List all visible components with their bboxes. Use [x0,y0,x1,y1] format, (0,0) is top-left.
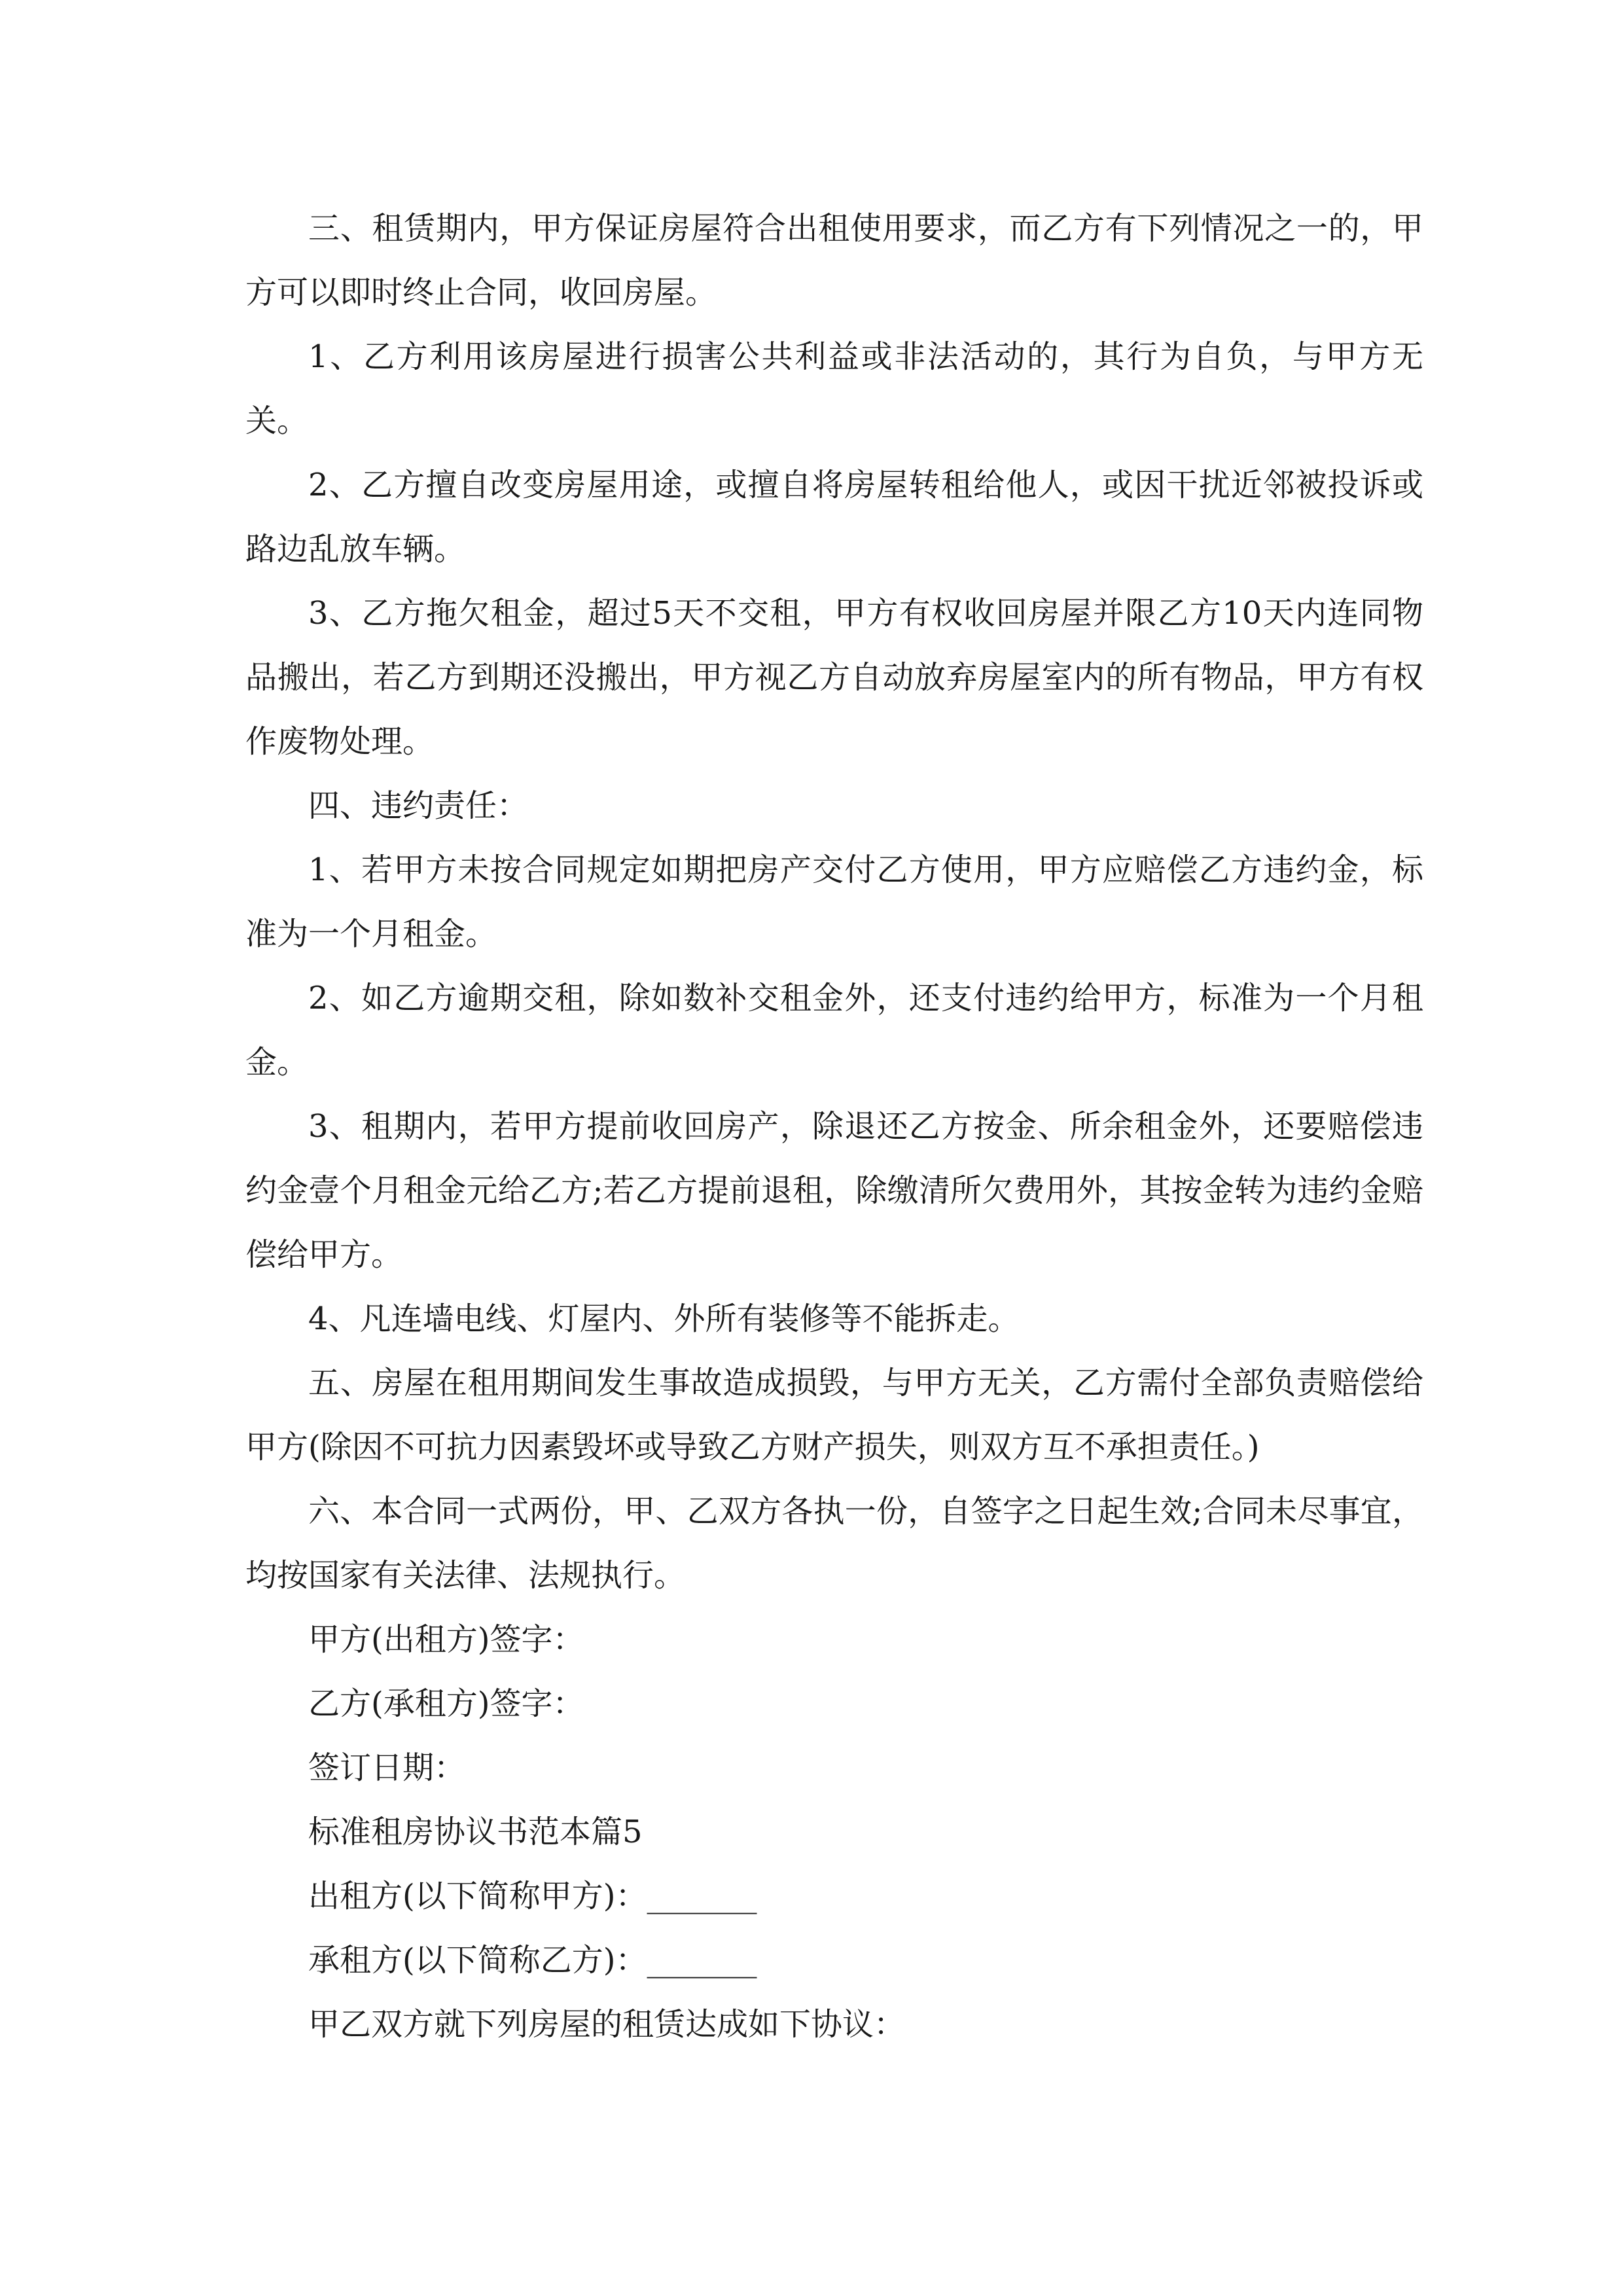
clause-three-item-3: 3、乙方拖欠租金，超过5天不交租，甲方有权收回房屋并限乙方10天内连同物品搬出，若乙方到期还没搬出，甲方视乙方自动放弃房屋室内的所有物品，甲方有权作废物处理。 [245,595,1423,760]
clause-four-item-4: 4、凡连墙电线、灯屋内、外所有装修等不能拆走。 [308,1300,1020,1337]
landlord-line [245,1864,1423,1928]
section-title: 标准租房协议书范本篇5 [308,1814,643,1850]
tenant-line [245,1928,1423,1992]
clause-four-heading: 四、违约责任： [308,787,529,824]
signing-date: 签订日期： [308,1749,466,1786]
clause-five: 五、房屋在租用期间发生事故造成损毁，与甲方无关，乙方需付全部负责赔偿给甲方(除因不可抗力因素毁坏或导致乙方财产损失，则双方互不承担责任。) [245,1365,1423,1465]
document-body [245,196,1423,2056]
clause-six: 六、本合同一式两份，甲、乙双方各执一份，自签字之日起生效;合同未尽事宜，均按国家有关法律、法规执行。 [245,1493,1423,1594]
landlord-label: 出租方(以下简称甲方)： [308,1878,647,1914]
landlord-signature: 甲方(出租方)签字： [308,1621,584,1658]
agreement-intro: 甲乙双方就下列房屋的租赁达成如下协议： [308,2006,906,2043]
clause-three-item-1: 1、乙方利用该房屋进行损害公共利益或非法活动的，其行为自负，与甲方无关。 [245,338,1423,439]
clause-three-item-2: 2、乙方擅自改变房屋用途，或擅自将房屋转租给他人，或因干扰近邻被投诉或路边乱放车辆。 [245,467,1423,567]
tenant-blank: _______ [647,1942,757,1979]
landlord-blank: _______ [647,1878,757,1914]
clause-four-item-3: 3、租期内，若甲方提前收回房产，除退还乙方按金、所余租金外，还要赔偿违约金壹个月租金元给乙方;若乙方提前退租，除缴清所欠费用外，其按金转为违约金赔偿给甲方。 [245,1108,1423,1273]
clause-four-item-1: 1、若甲方未按合同规定如期把房产交付乙方使用，甲方应赔偿乙方违约金，标准为一个月租金。 [245,852,1423,952]
clause-three: 三、租赁期内，甲方保证房屋符合出租使用要求，而乙方有下列情况之一的，甲方可以即时终止合同，收回房屋。 [245,210,1423,311]
clause-four-item-2: 2、如乙方逾期交租，除如数补交租金外，还支付违约给甲方，标准为一个月租金。 [245,980,1423,1081]
tenant-label: 承租方(以下简称乙方)： [308,1942,647,1979]
tenant-signature: 乙方(承租方)签字： [308,1685,584,1722]
